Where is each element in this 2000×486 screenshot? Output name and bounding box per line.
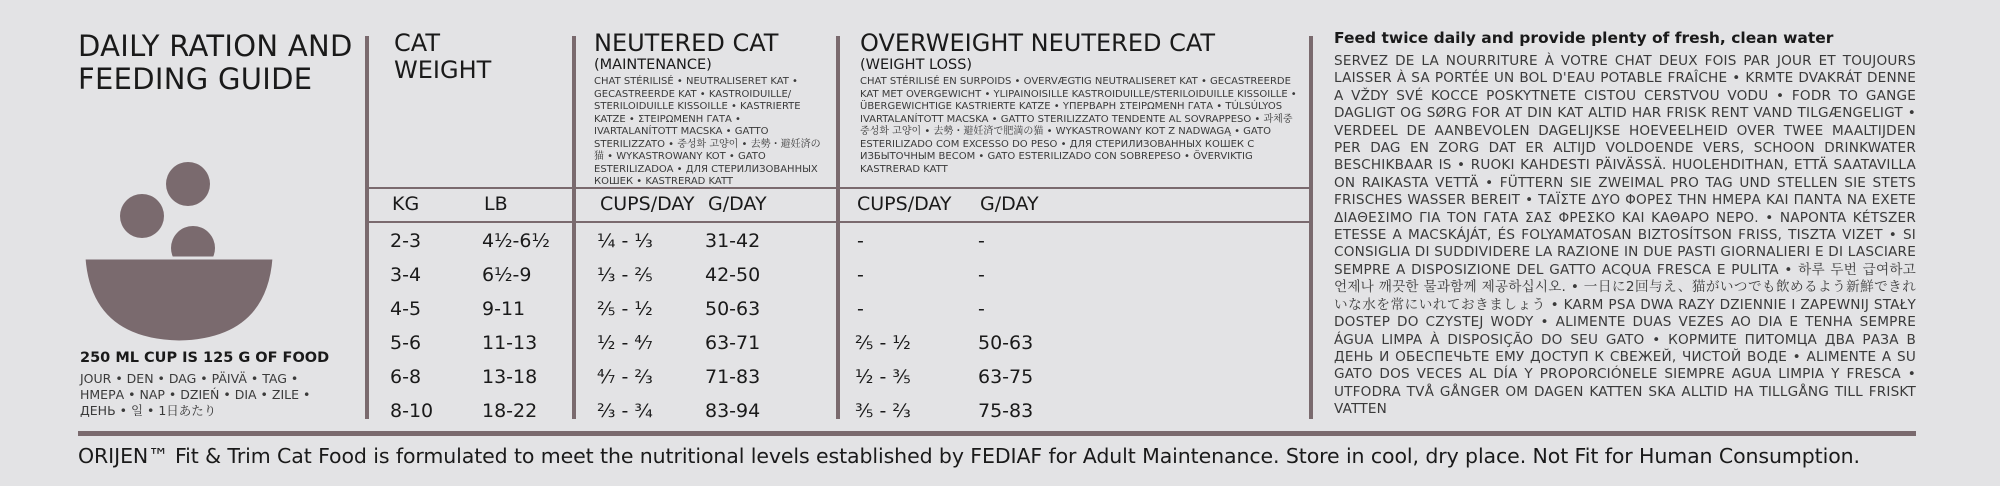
footer-rule	[78, 431, 1916, 436]
cell-g-overweight: -	[978, 264, 985, 286]
cell-g-overweight: -	[978, 230, 985, 252]
cell-kg: 3-4	[390, 264, 422, 286]
cell-g: 71-83	[705, 366, 761, 388]
overweight-cat-header-block	[860, 30, 1300, 176]
divider-1	[365, 36, 369, 419]
cell-cups-overweight: ⅗ - ⅔	[855, 400, 911, 422]
cell-lb: 6½-9	[482, 264, 532, 286]
feeding-instruction-title: Feed twice daily and provide plenty of fresh, clean water	[1334, 29, 1834, 47]
divider-2	[572, 36, 576, 419]
cell-g: 63-71	[705, 332, 761, 354]
header-rule	[367, 187, 1311, 189]
divider-4	[1309, 36, 1313, 419]
food-bowl-icon	[82, 160, 277, 345]
cell-lb: 9-11	[482, 298, 526, 320]
col-cups-day-overweight: CUPS/DAY	[857, 193, 952, 215]
col-g-day: G/DAY	[708, 193, 767, 215]
cell-g-overweight: -	[978, 298, 985, 320]
cell-cups: ⁴⁄₇ - ⅔	[597, 366, 653, 388]
col-lb: LB	[484, 193, 508, 215]
cell-g-overweight: 63-75	[978, 366, 1034, 388]
col-cups-day: CUPS/DAY	[600, 193, 695, 215]
neutered-cat-translations: CHAT STÉRILISÉ • NEUTRALISERET KAT • GECASTREERDE KAT • KASTROIDUILLE/ STERILOIDUILLE KISSOILLE • KASTRIERTE KATZE • ΣΤΕΙΡΩΜΕΝΗ ΓΑΤΑ • IVARTALANÍTOTT MACSKA • GATTO STERILIZZATO • 중성화 고양이 • 去勢・避妊済の猫 • WYKASTROWANY KOT • GATO ESTERILIZADOA • ДЛЯ СТЕРИЛИЗОВАННЫХ КОШЕК • KASTRERAD KATT	[594, 76, 821, 187]
cell-cups-overweight: ½ - ⅗	[855, 366, 911, 388]
subheader-rule	[367, 221, 1311, 223]
cell-kg: 6-8	[390, 366, 422, 388]
divider-3	[836, 36, 840, 419]
feeding-instruction-translations: SERVEZ DE LA NOURRITURE À VOTRE CHAT DEUX FOIS PAR JOUR ET TOUJOURS LAISSER À SA PORTÉE UN BOL D'EAU POTABLE FRAÎCHE • KRMTE DVAKRÁT DENNE A VŽDY SVÉ KOCCE POSKYTNETE CISTOU CERSTVOU VODU • FODR TO GANGE DAGLIGT OG SØRG FOR AT DIN KAT ALTID HAR FRISK RENT VAND TILGÆNGELIGT • VERDEEL DE AANBEVOLEN DAGELIJKSE HOEVEELHEID OVER TWEE MAALTIJDEN PER DAG EN ZORG DAT ER ALTIJD VOLDOENDE VERS, SCHOON DRINKWATER BESCHIKBAAR IS • RUOKI KAHDESTI PÄIVÄSSÄ. HUOLEHDITHAN, ETTÄ SAATAVILLA ON RAIKASTA VETTÄ • FÜTTERN SIE ZWEIMAL PRO TAG UND STELLEN SIE STETS FRISCHES WASSER BEREIT • ΤΑΪΣΤΕ ΔΥΟ ΦΟΡΕΣ ΤΗΝ ΗΜΕΡΑ ΚΑΙ ΠΑΝΤΑ ΝΑ ΕΧΕΤΕ ΔΙΑΘΕΣΙΜΟ ΓΙΑ ΤΟΝ ΓΑΤΑ ΣΑΣ ΦΡΕΣΚΟ ΚΑΙ ΚΑΘΑΡΟ ΝΕΡΟ. • NAPONTA KÉTSZER ETESSE A MACSKÁJÁT, ÉS FOLYAMATOSAN BIZTOSÍTSON FRISS, TISZTA VIZET • SI CONSIGLIA DI SUDDIVIDERE LA RAZIONE IN DUE PASTI GIORNALIERI E DI LASCIARE SEMPRE A DISPOSIZIONE DEL GATTO ACQUA FRESCA E PULITA • 하루 두번 급여하고 언제나 깨끗한 물과함께 제공하십시오. • 一日に2回与え、猫がいつでも飲めるよう新鮮できれいな水を常にいれておきましょう • KARM PSA DWA RAZY DZIENNIE I ZAPEWNIJ STAŁY DOSTEP DO CZYSTEJ WODY • ALIMENTE DUAS VEZES AO DIA E TENHA SEMPRE ÁGUA LIMPA À DISPOSIÇÃO DO SEU GATO • КОРМИТЕ ПИТОМЦА ДВА РАЗА В ДЕНЬ И ОБЕСПЕЧЬТЕ ЕМУ ДОСТУП К СВЕЖЕЙ, ЧИСТОЙ ВОДЕ • ALIMENTE A SU GATO DOS VECES AL DÍA Y PROPORCIÓNELE SIEMPRE AGUA LIMPIA Y FRESCA • UTFODRA TVÅ GÅNGER OM DAGEN KATTEN SKA ALLTID HA TILLGÅNG TILL FRISKT VATTEN	[1334, 53, 1916, 418]
cell-lb: 18-22	[482, 400, 538, 422]
cell-g-overweight: 50-63	[978, 332, 1034, 354]
cat-weight-header: CAT WEIGHT	[394, 29, 492, 84]
neutered-cat-subheader: (MAINTENANCE)	[594, 57, 712, 73]
cell-g-overweight: 75-83	[978, 400, 1034, 422]
cell-kg: 2-3	[390, 230, 422, 252]
cell-cups: ¼ - ⅓	[597, 230, 653, 252]
cell-g: 50-63	[705, 298, 761, 320]
col-g-day-overweight: G/DAY	[980, 193, 1039, 215]
cell-cups: ½ - ⁴⁄₇	[597, 332, 653, 354]
overweight-cat-subheader: (WEIGHT LOSS)	[860, 57, 973, 73]
cell-cups-overweight: ⅖ - ½	[855, 332, 911, 354]
cell-cups: ⅔ - ¾	[597, 400, 653, 422]
cell-lb: 4½-6½	[482, 230, 550, 252]
cell-g: 83-94	[705, 400, 761, 422]
cell-lb: 13-18	[482, 366, 538, 388]
overweight-cat-header: OVERWEIGHT NEUTERED CAT	[860, 29, 1216, 57]
cup-size-note: 250 ML CUP IS 125 G OF FOOD	[80, 350, 330, 366]
cell-cups: ⅖ - ½	[597, 298, 653, 320]
neutered-cat-header-block	[594, 30, 826, 189]
cell-cups-overweight: -	[857, 264, 864, 286]
cell-cups: ⅓ - ⅖	[597, 264, 653, 286]
cell-g: 31-42	[705, 230, 761, 252]
cell-cups-overweight: -	[857, 298, 864, 320]
cell-kg: 5-6	[390, 332, 422, 354]
daily-translations: JOUR • DEN • DAG • PÄIVÄ • TAG • ΗΜΕΡΑ • NAP • DZIEŃ • DIA • ZILE • ДЕНЬ • 일 • 1日あたり	[80, 371, 311, 418]
cell-lb: 11-13	[482, 332, 538, 354]
guide-title: DAILY RATION AND FEEDING GUIDE	[78, 29, 353, 96]
footer-statement: ORIJEN™ Fit & Trim Cat Food is formulated to meet the nutritional levels established by FEDIAF for Adult Maintenance. Store in cool, dry place. Not Fit for Human Consumption.	[78, 444, 1860, 468]
cell-kg: 4-5	[390, 298, 422, 320]
neutered-cat-header: NEUTERED CAT	[594, 29, 779, 57]
col-kg: KG	[392, 193, 420, 215]
cell-cups-overweight: -	[857, 230, 864, 252]
overweight-cat-translations: CHAT STÉRILISÉ EN SURPOIDS • OVERVÆGTIG NEUTRALISERET KAT • GECASTREERDE KAT MET OVERGEWICHT • YLIPAINOISILLE KASTROIDUILLE/STERILOIDUILLE KISSOILLE • ÜBERGEWICHTIGE KASTRIERTE KATZE • ΥΠΕΡΒΑΡΗ ΣΤΕΙΡΩΜΕΝΗ ΓΑΤΑ • TÚLSÚLYOS IVARTALANÍTOTT MACSKA • GATTO STERILIZZATO TENDENTE AL SOVRAPPESO • 과체중 중성화 고양이 • 去勢・避妊済で肥満の猫 • WYKASTROWANY KOT Z NADWAGĄ • GATO ESTERILIZADO COM EXCESSO DO PESO • ДЛЯ СТЕРИЛИЗОВАННЫХ КОШЕК С ИЗБЫТОЧНЫМ ВЕСОМ • GATO ESTERILIZADO CON SOBREPESO • ÖVERVIKTIG KASTRERAD KATT	[860, 76, 1297, 175]
cell-kg: 8-10	[390, 400, 434, 422]
cell-g: 42-50	[705, 264, 761, 286]
